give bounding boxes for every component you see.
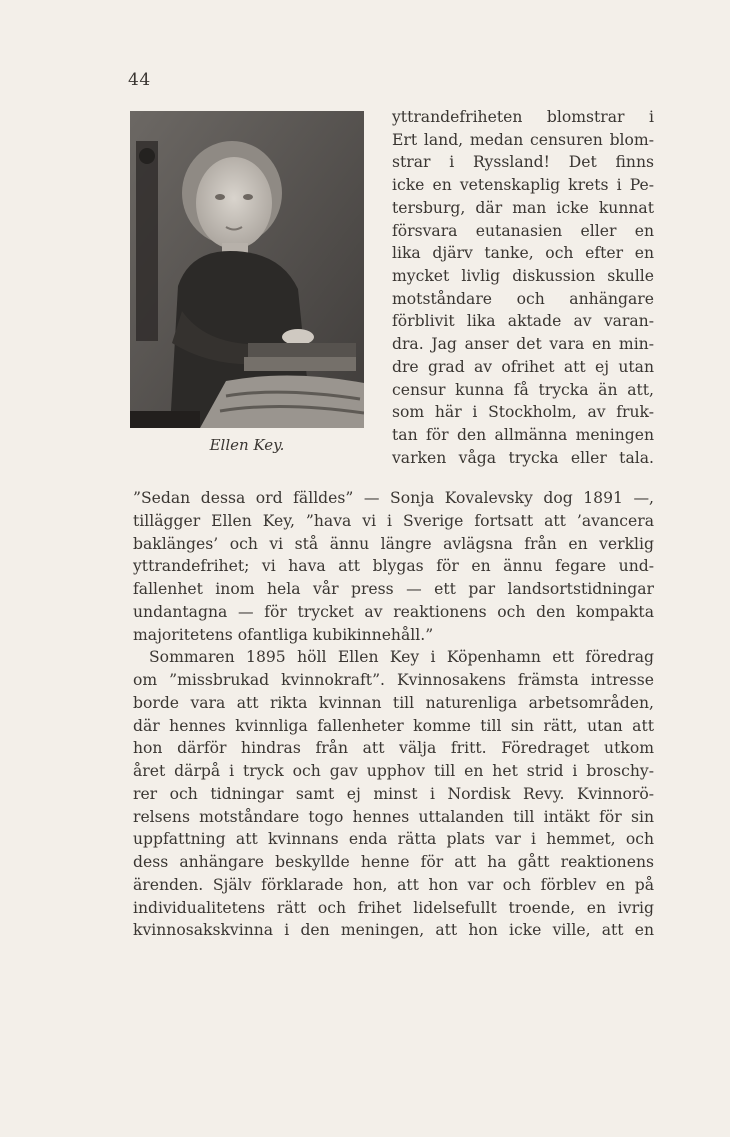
page-number: 44 <box>128 70 151 90</box>
photo-caption: Ellen Key. <box>209 436 285 454</box>
portrait-photo-icon <box>130 111 364 428</box>
text-line: dess anhängare beskyllde henne för att ha gått reaktionens <box>133 853 654 871</box>
text-line: ”Sedan dessa ord fälldes” — Sonja Kovalevsky dog 1891 —, <box>133 489 654 507</box>
text-line: förblivit lika aktade av varan- <box>392 312 654 331</box>
text-line: om ”missbrukad kvinnokraft”. Kvinnosakens främsta intresse <box>133 671 654 689</box>
text-line: tillägger Ellen Key, ”hava vi i Sverige fortsatt att ’avancera <box>133 511 654 530</box>
text-line: som här i Stockholm, av fruk- <box>392 403 654 422</box>
text-line: ärenden. Själv förklarade hon, att hon var och förblev en på <box>133 875 654 894</box>
text-line: baklänges’ och vi stå ännu längre avlägsna från en verklig <box>133 534 654 553</box>
text-line: rer och tidningar samt ej minst i Nordisk Revy. Kvinnorö- <box>133 784 654 803</box>
text-line: relsens motståndare togo hennes uttalanden till intäkt för sin <box>133 807 654 826</box>
text-line: borde vara att rikta kvinnan till naturenliga arbetsområden, <box>133 693 654 712</box>
side-text-column <box>392 106 654 470</box>
text-line: motståndare och anhängare <box>392 289 654 308</box>
text-line: uppfattning att kvinnans enda rätta plats var i hemmet, och <box>133 830 654 849</box>
text-line: varken våga trycka eller tala. <box>392 448 654 467</box>
text-line: yttrandefriheten blomstrar i <box>392 108 654 126</box>
text-line: kvinnosakskvinna i den meningen, att hon icke ville, att en <box>133 921 654 940</box>
text-line: majoritetens ofantliga kubikinnehåll.” <box>133 625 434 644</box>
text-line: hon därför hindras från att välja fritt. Föredraget utkom <box>133 739 654 758</box>
text-line: yttrandefrihet; vi hava att blygas för en ännu fegare und- <box>133 557 654 576</box>
text-line: fallenhet inom hela vår press — ett par landsortstidningar <box>133 580 654 598</box>
text-line: undantagna — för trycket av reaktionens och den kompakta <box>133 602 654 621</box>
text-line: mycket livlig diskussion skulle <box>392 267 654 286</box>
text-line: dre grad av ofrihet att ej utan <box>392 357 654 376</box>
text-line: censur kunna få trycka än att, <box>392 380 654 399</box>
text-line: individualitetens rätt och frihet lidelsefullt troende, en ivrig <box>133 898 654 917</box>
text-line: försvara eutanasien eller en <box>392 221 654 240</box>
text-line: året därpå i tryck och gav upphov till en het strid i broschy- <box>133 762 654 780</box>
text-line: tan för den allmänna meningen <box>392 426 654 445</box>
text-line: Ert land, medan censuren blom- <box>392 130 654 149</box>
main-text-body <box>133 487 654 942</box>
text-line: icke en vetenskaplig krets i Pe- <box>392 176 654 195</box>
text-line: där hennes kvinnliga fallenheter komme till sin rätt, utan att <box>133 716 654 735</box>
text-line: dra. Jag anser det vara en min- <box>392 335 654 354</box>
text-line: strar i Ryssland! Det finns <box>392 153 654 172</box>
text-line: tersburg, där man icke kunnat <box>392 198 654 217</box>
text-line: Sommaren 1895 höll Ellen Key i Köpenhamn ett föredrag <box>149 648 654 667</box>
portrait-illustration <box>130 111 364 428</box>
text-line: lika djärv tanke, och efter en <box>392 244 654 263</box>
